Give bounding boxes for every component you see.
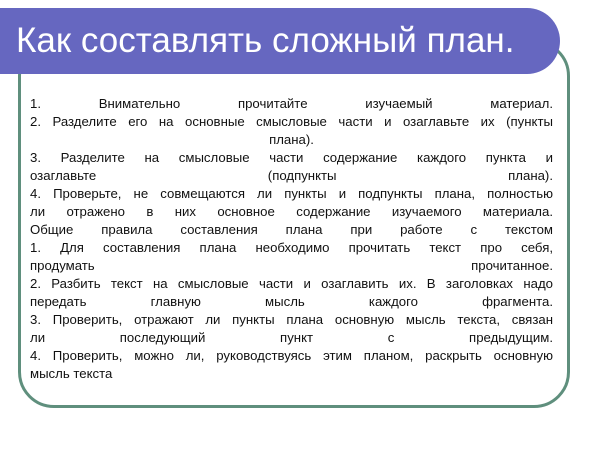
text-line: 1. Внимательно прочитайте изучаемый материал. <box>30 96 553 111</box>
text-line: передать главную мысль каждого фрагмента. <box>30 294 553 309</box>
text-line: продумать прочитанное. <box>30 258 553 273</box>
text-line: мысль текста <box>30 366 113 381</box>
text-line: 1. Для составления плана необходимо прочитать текст про себя, <box>30 240 553 255</box>
text-line: плана). <box>269 132 314 147</box>
text-line: 4. Проверить, можно ли, руководствуясь этим планом, раскрыть основную <box>30 348 553 363</box>
text-line: ли отражено в них основное содержание изучаемого материала. <box>30 204 553 219</box>
slide-title: Как составлять сложный план. <box>16 21 515 60</box>
text-line: 3. Разделите на смысловые части содержание каждого пункта и <box>30 150 553 165</box>
text-line: 2. Разбить текст на смысловые части и озаглавить их. В заголовках надо <box>30 276 553 291</box>
text-line: 3. Проверить, отражают ли пункты плана основную мысль текста, связан <box>30 312 553 327</box>
text-line: Общие правила составления плана при работе с текстом <box>30 222 553 237</box>
title-banner <box>0 8 560 74</box>
slide-body <box>30 95 553 383</box>
text-line: 4. Проверьте, не совмещаются ли пункты и подпункты плана, полностью <box>30 186 553 201</box>
text-line: ли последующий пункт с предыдущим. <box>30 330 553 345</box>
text-line: озаглавьте (подпункты плана). <box>30 168 553 183</box>
text-line: 2. Разделите его на основные смысловые части и озаглавьте их (пункты <box>30 114 553 129</box>
